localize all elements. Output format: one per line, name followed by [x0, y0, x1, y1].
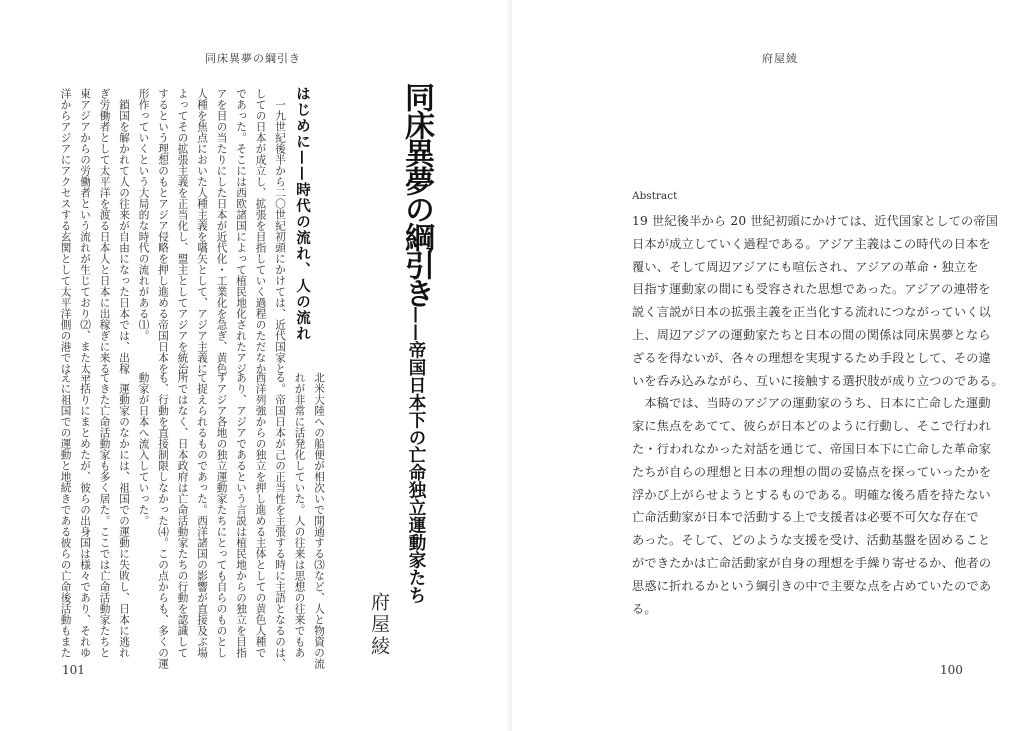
text-line: アを目の当たりにした日本が近代化・工業化を急ぎ、黄色	[215, 88, 228, 374]
text-line: る。帝国日本が己の正当性を主張する時に主語となるのは、	[274, 372, 286, 669]
text-line: 浮かび上がらせようとするものである。明確な後ろ盾を持たない	[632, 487, 991, 502]
text-line: 北米大陸への船便が相次いで開通する⑶など、人と物資の流	[313, 372, 325, 669]
text-line: 思惑に折れるかという綱引きの中で主要な点を占めていたのであ	[632, 578, 992, 593]
text-line: 覆い、そして周辺アジアにも喧伝され、アジアの革命・独立を	[632, 259, 979, 274]
text-line: 亡命活動家が日本で活動する上で支援者は必要不可欠な存在で	[632, 510, 979, 525]
text-line: 東アジアからの労働者という流れが生じており⑵、また太平	[79, 88, 91, 385]
section-heading: はじめに——時代の流れ、人の流れ	[294, 86, 311, 342]
text-line: 一九世紀後半から二〇世紀初頭にかけては、近代国家と	[274, 88, 286, 374]
page-number: 101	[62, 663, 85, 677]
text-line: 動家が日本へ流入していった。	[137, 372, 150, 526]
text-line: 鎖国を解かれて人の往来が自由になった日本では、出稼	[118, 88, 130, 374]
text-line: すアジア各地の独立運動家たちにとっても自らのものとし	[215, 372, 228, 658]
text-line: ざるを得ないが、各々の理想を実現するため手段として、その違	[632, 350, 991, 365]
text-line: 上、周辺アジアの運動家たちと日本の間の関係は同床異夢となら	[632, 327, 991, 342]
abstract-text	[632, 210, 1004, 620]
text-line: するという理想のもとアジア侵略を押し進める帝国日本を	[157, 88, 169, 374]
text-line: であった。そこには西欧諸国によって植民地化されたアジ	[235, 88, 247, 374]
text-line: いを呑み込みながら、互いに接触する選択肢が成り立つのである。	[632, 373, 1004, 388]
body-text-upper	[55, 88, 289, 385]
page-number: 100	[940, 663, 963, 677]
title-main: 同床異夢の綱引き	[399, 82, 434, 306]
text-line: てきた亡命活動家も多く居た。ここでは亡命活動家たちと	[98, 372, 111, 658]
text-line: て捉えられるものであった。西洋諸国の影響が直接及ぶ場	[196, 372, 208, 658]
text-line: 所ではなく、日本政府は亡命活動家たちの行動を認識して	[176, 372, 189, 658]
running-head: 同床異夢の綱引き	[205, 52, 301, 65]
text-line: れが非常に活発化していた。人の往来は思想の往来でもあ	[293, 372, 306, 658]
text-line: あった。そして、どのような支援を受け、活動基盤を固めること	[632, 533, 991, 548]
text-line: 形作っていくという大局的な時代の流れがある⑴。	[137, 88, 150, 341]
text-line: よってその拡張主義を正当化し、盟主としてアジアを統治	[176, 88, 189, 374]
text-line: る。	[632, 601, 657, 616]
text-line: あり、アジアであるという言説は植民地からの独立を目指	[235, 372, 247, 658]
text-line: 家に焦点をあてて、彼らが日本どのように行動し、そこで行われ	[632, 419, 991, 434]
text-line: ぎ労働者として太平洋を渡る日本人と日本に出稼ぎに来る	[98, 88, 111, 374]
title-subtitle: ——帝国日本下の亡命独立運動家たち	[406, 306, 426, 604]
text-line: 目指す運動家の間にも受容された思想であった。アジアの連帯を	[632, 282, 991, 297]
text-line: 一括りにまとめたが、彼らの出身国は様々であり、それゆ	[79, 372, 91, 658]
text-line: 本稿では、当時のアジアの運動家のうち、日本に亡命した運動	[632, 396, 991, 411]
text-line: 運動家のなかには、祖国での運動に失敗し、日本に逃れ	[118, 372, 130, 658]
text-line: 19 世紀後半から 20 世紀初頭にかけては、近代国家としての帝国	[632, 214, 999, 228]
body-text-lower	[55, 372, 328, 669]
text-line: えに祖国での運動と地続きである彼らの亡命後活動もまた	[59, 372, 72, 658]
text-line: ができたかは亡命活動家が自身の理想を手繰り寄せるか、他者の	[632, 555, 992, 570]
text-line: 人種を焦点においた人種主義を嚆矢として、アジア主義に	[196, 88, 208, 374]
running-head: 府屋綾	[762, 52, 798, 65]
text-line: も、行動を直接制限しなかった⑷。この点からも、多くの運	[157, 372, 169, 669]
text-line: しての日本が成立し、拡張を目指していく過程のただなか	[254, 88, 267, 374]
abstract-label: Abstract	[632, 190, 678, 202]
text-line: 説く言説が日本の拡張主義を正当化する流れにつながっていく以	[632, 305, 991, 320]
text-line: 西洋列強からの独立を押し進める主体としての黄色人種で	[254, 372, 267, 658]
article-title	[394, 82, 438, 604]
author-name: 府屋綾	[368, 592, 390, 658]
text-line: た・行われなかった対話を通じて、帝国日本下に亡命した革命家	[632, 441, 991, 456]
text-line: 洋からアジアにアクセスする玄関として太平洋側の港では	[59, 88, 72, 374]
text-line: 日本が成立していく過程である。アジア主義はこの時代の日本を	[632, 236, 991, 251]
text-line: たちが自らの理想と日本の理想の間の妥協点を探っていったかを	[632, 464, 992, 479]
